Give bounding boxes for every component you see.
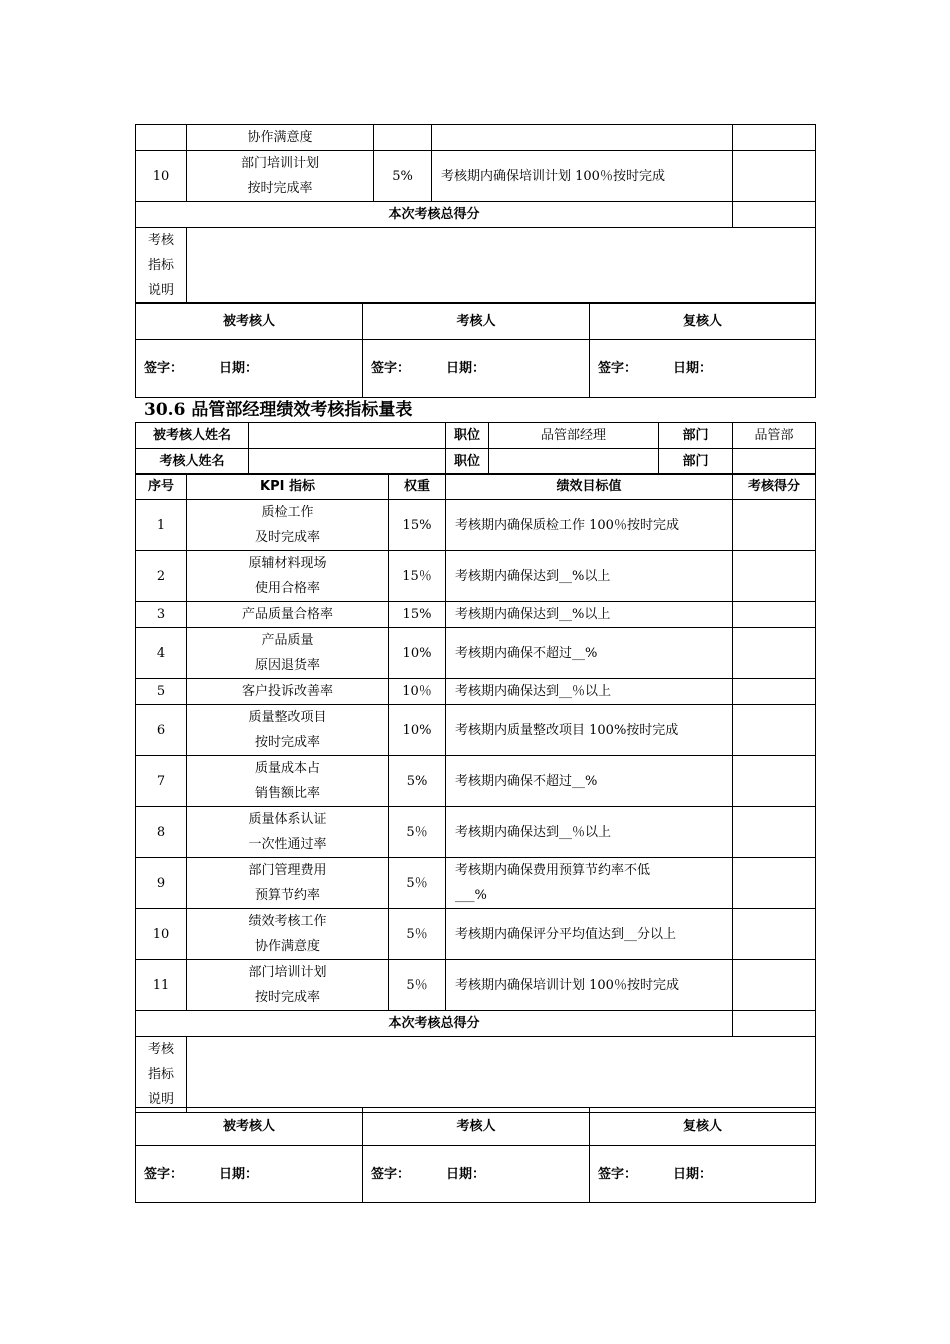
kpi-cell: 质检工作 及时完成率: [187, 500, 389, 551]
target-cell: 考核期内确保达到__%以上: [446, 602, 733, 628]
kpi-cell: 产品质量 原因退货率: [187, 628, 389, 679]
row-no: 10: [136, 151, 187, 202]
target-cell: 考核期内确保质检工作 100％按时完成: [446, 500, 733, 551]
weight-cell: 15%: [389, 602, 446, 628]
signature-header-row: [136, 303, 816, 340]
row-no: 6: [136, 705, 187, 756]
score-cell[interactable]: [733, 151, 816, 202]
dept-label: 部门: [659, 449, 733, 475]
target-cell: 考核期内确保培训计划 100％按时完成: [432, 151, 733, 202]
reviewer-name-field[interactable]: [249, 449, 446, 475]
kpi-cell: 产品质量合格率: [187, 602, 389, 628]
signature-header-row: [136, 1108, 816, 1146]
score-cell[interactable]: [733, 125, 816, 151]
target-cell: 考核期内质量整改项目 100%按时完成: [446, 705, 733, 756]
reviewee-name-label: 被考核人姓名: [136, 423, 249, 449]
target-cell: 考核期内确保培训计划 100％按时完成: [446, 960, 733, 1011]
reviewer-signature[interactable]: 签字： 日期：: [363, 340, 590, 398]
signature-row: [136, 340, 816, 398]
note-label: 考核 指标 说明: [136, 1037, 187, 1113]
note-content[interactable]: [187, 228, 816, 304]
score-cell[interactable]: [733, 679, 816, 705]
note-row: [136, 1037, 816, 1113]
kpi-cell: 部门培训计划 按时完成率: [187, 960, 389, 1011]
score-cell[interactable]: [733, 807, 816, 858]
kpi-rows: [136, 500, 816, 1011]
row-no: 7: [136, 756, 187, 807]
reviewee-label: 被考核人: [136, 303, 363, 340]
header-score: 考核得分: [733, 474, 816, 500]
kpi-rows-table: [135, 473, 816, 1113]
previous-signature-table: [135, 302, 816, 398]
kpi-cell: 质量体系认证 一次性通过率: [187, 807, 389, 858]
target-cell: [432, 125, 733, 151]
kpi-cell: 部门管理费用 预算节约率: [187, 858, 389, 909]
table-row: [136, 679, 816, 705]
row-no: 5: [136, 679, 187, 705]
reviewer-name-label: 考核人姓名: [136, 449, 249, 475]
rechecker-signature[interactable]: 签字： 日期：: [590, 340, 816, 398]
target-cell: 考核期内确保达到__％以上: [446, 679, 733, 705]
reviewer-label: 考核人: [363, 1108, 590, 1146]
weight-cell: [374, 125, 432, 151]
target-cell: 考核期内确保达到__%以上: [446, 551, 733, 602]
weight-cell: 5％: [389, 960, 446, 1011]
header-row: [136, 474, 816, 500]
weight-cell: 15％: [389, 551, 446, 602]
weight-cell: 5%: [389, 756, 446, 807]
total-score-label: 本次考核总得分: [136, 1011, 733, 1037]
score-cell[interactable]: [733, 602, 816, 628]
reviewer-label: 考核人: [363, 303, 590, 340]
rechecker-label: 复核人: [590, 303, 816, 340]
row-no: 11: [136, 960, 187, 1011]
weight-cell: 5％: [389, 807, 446, 858]
target-cell: 考核期内确保不超过__%: [446, 628, 733, 679]
section-title: 30.6 品管部经理绩效考核指标量表: [144, 400, 413, 420]
position-label: 职位: [446, 423, 489, 449]
kpi-cell: 原辅材料现场 使用合格率: [187, 551, 389, 602]
target-cell: 考核期内确保评分平均值达到__分以上: [446, 909, 733, 960]
score-cell[interactable]: [733, 756, 816, 807]
row-no: 10: [136, 909, 187, 960]
header-kpi: KPI 指标: [187, 474, 389, 500]
position-field[interactable]: [489, 449, 659, 475]
score-cell[interactable]: [733, 628, 816, 679]
table-row: [136, 960, 816, 1011]
kpi-cell: 质量整改项目 按时完成率: [187, 705, 389, 756]
score-cell[interactable]: [733, 960, 816, 1011]
dept-label: 部门: [659, 423, 733, 449]
weight-cell: 10%: [389, 705, 446, 756]
row-no: 4: [136, 628, 187, 679]
target-cell: 考核期内确保不超过__%: [446, 756, 733, 807]
row-no: 8: [136, 807, 187, 858]
row-no: 3: [136, 602, 187, 628]
weight-cell: 5％: [389, 909, 446, 960]
position-label: 职位: [446, 449, 489, 475]
weight-cell: 5%: [374, 151, 432, 202]
score-cell[interactable]: [733, 909, 816, 960]
row-no: 2: [136, 551, 187, 602]
score-cell[interactable]: [733, 551, 816, 602]
dept-value: 品管部: [733, 423, 816, 449]
reviewee-label: 被考核人: [136, 1108, 363, 1146]
table-row: [136, 858, 816, 909]
table-row: [136, 807, 816, 858]
table-row: [136, 500, 816, 551]
table-row: [136, 151, 816, 202]
kpi-table: [135, 422, 816, 475]
header-weight: 权重: [389, 474, 446, 500]
reviewee-signature[interactable]: 签字： 日期：: [136, 340, 363, 398]
note-row: [136, 228, 816, 304]
previous-kpi-table: [135, 124, 816, 304]
target-cell: 考核期内确保达到__％以上: [446, 807, 733, 858]
note-label: 考核 指标 说明: [136, 228, 187, 304]
signature-table: [135, 1107, 816, 1203]
weight-cell: 5％: [389, 858, 446, 909]
kpi-cell: 客户投诉改善率: [187, 679, 389, 705]
row-no: 1: [136, 500, 187, 551]
weight-cell: 10％: [389, 679, 446, 705]
table-row: [136, 705, 816, 756]
rechecker-label: 复核人: [590, 1108, 816, 1146]
reviewee-name-field[interactable]: [249, 423, 446, 449]
score-cell[interactable]: [733, 500, 816, 551]
reviewee-signature[interactable]: 签字： 日期：: [136, 1146, 363, 1203]
table-row: [136, 602, 816, 628]
table-row: [136, 628, 816, 679]
table-row: [136, 125, 816, 151]
note-content[interactable]: [187, 1037, 816, 1113]
score-cell[interactable]: [733, 705, 816, 756]
table-row: [136, 551, 816, 602]
kpi-cell: 部门培训计划 按时完成率: [187, 151, 374, 202]
reviewee-info-row: [136, 423, 816, 449]
reviewer-signature[interactable]: 签字： 日期：: [363, 1146, 590, 1203]
reviewer-info-row: [136, 449, 816, 475]
dept-field[interactable]: [733, 449, 816, 475]
weight-cell: 10%: [389, 628, 446, 679]
kpi-cell: 绩效考核工作 协作满意度: [187, 909, 389, 960]
header-target: 绩效目标值: [446, 474, 733, 500]
table-row: [136, 756, 816, 807]
total-row: [136, 1011, 816, 1037]
total-score-label: 本次考核总得分: [136, 202, 733, 228]
position-value: 品管部经理: [489, 423, 659, 449]
total-row: [136, 202, 816, 228]
rechecker-signature[interactable]: 签字： 日期：: [590, 1146, 816, 1203]
signature-row: [136, 1146, 816, 1203]
score-cell[interactable]: [733, 858, 816, 909]
row-no: 9: [136, 858, 187, 909]
header-no: 序号: [136, 474, 187, 500]
weight-cell: 15%: [389, 500, 446, 551]
total-score-cell[interactable]: [733, 202, 816, 228]
target-cell: 考核期内确保费用预算节约率不低 ___%: [446, 858, 733, 909]
kpi-cell: 质量成本占 销售额比率: [187, 756, 389, 807]
kpi-cell: 协作满意度: [187, 125, 374, 151]
total-score-cell[interactable]: [733, 1011, 816, 1037]
table-row: [136, 909, 816, 960]
row-no: [136, 125, 187, 151]
